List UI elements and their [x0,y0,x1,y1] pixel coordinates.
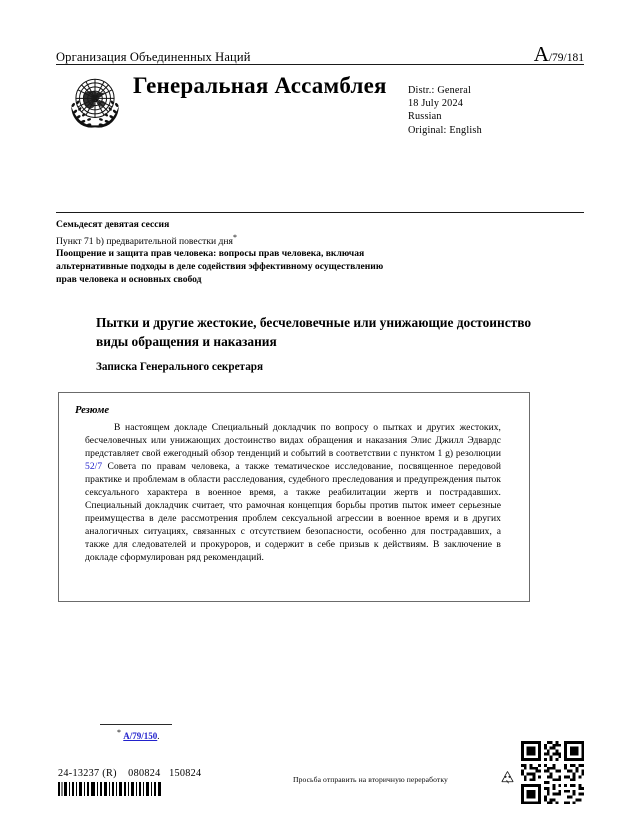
date-code-2: 150824 [169,768,202,779]
document-symbol-series: A [533,42,549,66]
header-top-row [56,44,584,65]
page-subtitle: Записка Генерального секретаря [96,361,264,373]
distribution-block [408,84,482,137]
job-number: 24-13237 (R) [58,768,117,779]
distr-line: Distr.: General [408,85,471,96]
date-code-1: 080824 [128,768,161,779]
summary-box [58,392,530,602]
recycle-message: Просьба отправить на вторичную переработку [293,775,448,784]
summary-label: Резюме [75,405,110,416]
session-number: Семьдесят девятая сессия [56,219,170,230]
recycle-icon [499,769,516,786]
agenda-item-line [56,232,386,249]
distr-language: Russian [408,111,442,123]
page-title: Пытки и другие жестокие, бесчеловечные или унижающие достоинство виды обращения и наказания [96,315,532,349]
resolution-link[interactable]: 52/7 [85,461,103,473]
job-number-line [58,768,201,779]
summary-text [85,421,501,565]
document-symbol-number: /79/181 [548,52,584,64]
un-emblem-icon [62,72,128,134]
agenda-item-title: Поощрение и защита прав человека: вопросы прав человека, включая альтернативные подходы в деле содействия эффективному осуществлению прав человека и основных свобод [56,248,384,285]
session-block [56,219,386,286]
organization-name: Организация Объединенных Наций [56,50,251,64]
qr-code-icon [518,738,590,810]
summary-part-2: Совета по правам человека, а также тематическое исследование, посвященное передовой практике и проблемам в области расследования, судебного преследования и предупреждения пыток сексуального характера в военное время, а также реабилитации жертв и пострадавших. Специальный докладчик считает, что рамочная концепция борьбы против пыток имеет серьезные преимущества в деле рассмотрения проблем сексуальной агрессии в военное время и в других аналогичных ситуациях, связанных с отсутствием безопасности, особенно для пострадавших, а также для следователей и прокуроров, и содержит в себе призыв к действиям. В заключение в докладе сформулирован ряд рекомендаций. [85,461,501,564]
session-divider [56,212,584,213]
organ-title: Генеральная Ассамблея [133,73,387,98]
barcode-icon [58,782,162,796]
distr-original: Original: English [408,124,482,136]
footnote-marker: * [117,728,121,737]
header-divider [56,64,584,65]
footnote-divider [100,724,172,725]
agenda-item-text: Пункт 71 b) предварительной повестки дня [56,235,233,247]
footnote-document-link[interactable]: A/79/150 [123,731,158,741]
distr-date: 18 July 2024 [408,98,464,110]
agenda-footnote-marker: * [232,232,237,242]
document-symbol [534,44,584,65]
footnote-period: . [157,731,160,741]
summary-part-1: В настоящем докладе Специальный докладчик по вопросу о пытках и других жестоких, бесчеловечных или унижающих достоинство видах обращения и наказания Элис Джилл Эдвардс представляет свой ежегодный обзор тенденций и событий в соответствии с пунктом 1 g) резолюции [85,422,501,460]
footnote [117,728,160,741]
